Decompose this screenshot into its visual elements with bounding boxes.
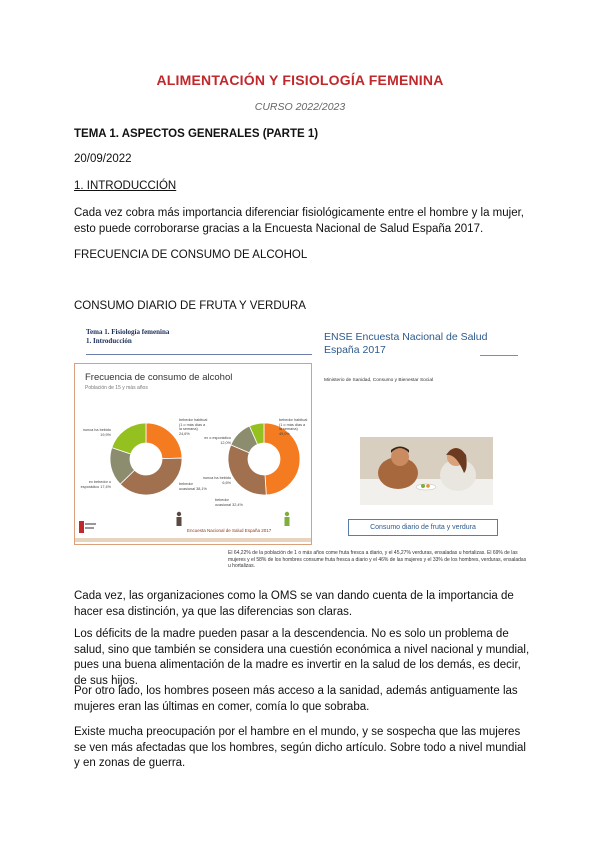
chart-subtitle: Población de 15 y más años (85, 385, 148, 391)
paragraph-1: Cada vez cobra más importancia diferenciar fisiológicamente entre el hombre y la mujer, esto puede corroborarse gracias a la Encuesta Nacional de Salud España 2017. (74, 207, 524, 235)
alcohol-heading: FRECUENCIA DE CONSUMO DE ALCOHOL (74, 249, 308, 261)
footer-bar (75, 538, 311, 542)
women-label-esporadico: ex bebedor o esporádico 17,4% (80, 480, 111, 489)
women-slice-3 (112, 423, 146, 454)
slide-heading (86, 328, 169, 346)
slide-heading-line2: 1. Introducción (86, 337, 132, 345)
ense-divider (480, 355, 518, 356)
men-slice-1 (228, 445, 266, 495)
slide-heading-line1: Tema 1. Fisiología femenina (86, 328, 170, 336)
section-heading: 1. INTRODUCCIÓN (74, 180, 177, 192)
men-label-esporadico: ex o esporádico 12,0% (204, 436, 231, 445)
course-year: CURSO 2022/2023 (254, 101, 346, 113)
men-label-nunca: nunca ha bebido 6,6% (202, 476, 231, 485)
women-label-habitual: bebedor habitual (1 o más días a la semana) 24,6% (179, 418, 208, 436)
chart-source: Encuesta Nacional de Salud España 2017 (187, 528, 272, 533)
ministry-subtitle: Ministerio de Sanidad, Consumo y Bienestar Social (324, 378, 434, 383)
men-label-habitual: bebedor habitual (1 o más días a la semana) 49,0% (279, 418, 308, 436)
men-label-ocasional: bebedor ocasional 32,4% (215, 498, 243, 507)
chart-title: Frecuencia de consumo de alcohol (85, 372, 233, 383)
ense-title-line2: España 2017 (324, 344, 386, 356)
fruit-label: Consumo diario de fruta y verdura (348, 519, 498, 536)
ense-title-line1: ENSE Encuesta Nacional de Salud (324, 331, 488, 343)
fruit-caption: El 64,22% de la población de 1 o más años come fruta fresca a diario, y el 45,27% verduras, ensaladas u hortalizas. El 69% de las mujeres y el 58% de los hombres consume fruta fresca a diario y el 46% de las mujeres y el 33% de los hombres, verduras, ensaladas u hortalizas. (228, 550, 527, 569)
slide-divider (86, 354, 312, 355)
alcohol-slide (72, 323, 312, 548)
ministry-logo (79, 520, 97, 534)
women-slice-0 (146, 423, 182, 459)
topic-heading: TEMA 1. ASPECTOS GENERALES (PARTE 1) (74, 128, 319, 140)
fruit-heading: CONSUMO DIARIO DE FRUTA Y VERDURA (74, 300, 306, 312)
man-icon (285, 512, 290, 526)
donut-charts (75, 364, 311, 542)
couple-eating-photo (360, 437, 493, 505)
document-title: ALIMENTACIÓN Y FISIOLOGÍA FEMENINA (156, 72, 444, 88)
paragraph-4: Por otro lado, los hombres poseen más acceso a la sanidad, además antiguamente las mujeres eran las últimas en comer, comía lo que sobraba. (74, 685, 518, 713)
photo-illustration (360, 437, 493, 505)
woman-icon (177, 512, 182, 526)
fruit-slide (320, 323, 520, 548)
women-label-ocasional: bebedor ocasional 38,1% (179, 482, 207, 491)
ense-title (324, 331, 487, 357)
chart-card (74, 363, 312, 545)
paragraph-3: Los déficits de la madre pueden pasar a la descendencia. No es solo un problema de salud, sino que también se considera una cuestión económica a nivel nacional y mundial, pues una buena alimentación de la madre es invertir en la salud de los demás, es decir, de sus hijos. (74, 628, 530, 687)
paragraph-2: Cada vez, las organizaciones como la OMS se van dando cuenta de la importancia de hacer esa distinción, ya que las diferencias son claras. (74, 590, 514, 618)
women-label-nunca: nunca ha bebido 19,9% (82, 428, 111, 437)
paragraph-5: Existe mucha preocupación por el hambre en el mundo, y se sospecha que las mujeres se ven más afectadas que los hombres, según dicho artículo. Sobre todo a nivel mundial y en zonas de guerra. (74, 726, 526, 769)
date: 20/09/2022 (74, 153, 132, 165)
